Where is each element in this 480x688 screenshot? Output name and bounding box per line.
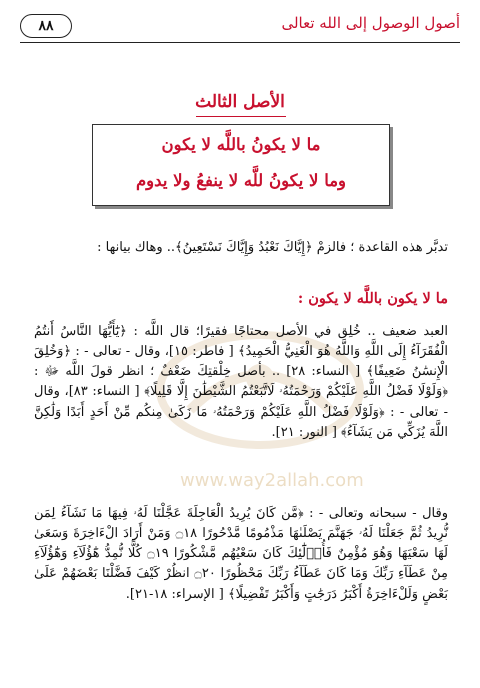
page-number: ٨٨ bbox=[20, 14, 72, 38]
body-paragraph-1: العبد ضعيف .. خُلِق في الأصل محتاجًا فقيرًا؛ قال اللَّه : ﴿يَٰٓأَيُّهَا النَّاسُ أَنتُمُ الْفُقَرَآءُ إِلَى اللَّهِ وَاللَّهُ هُوَ الْغَنِيُّ الْحَمِيدُ﴾ [ فاطر: ١٥]، وقال - تعالى - : ﴿وَخُلِقَ الْإِنسَٰنُ ضَعِيفًا﴾ [ النساء: ٢٨] .. بأصل خِلْقتِكَ ضَعْفٌ ؛ انظر قولَ اللَّه ﷻ : ﴿وَلَوْلَا فَضْلُ اللَّهِ عَلَيْكُمْ وَرَحْمَتُهُۥ لَاتَّبَعْتُمُ الشَّيْطَٰنَ إِلَّا قَلِيلًا﴾ [ النساء: ٨٣]، وقال - تعالى - : ﴿وَلَوْلَا فَضْلُ اللَّهِ عَلَيْكُمْ وَرَحْمَتُهُۥ مَا زَكَىٰ مِنكُم مِّنْ أَحَدٍ أَبَدًا وَلَٰكِنَّ اللَّهَ يُزَكِّي مَن يَشَآءُ﴾ [ النور: ٢١]. bbox=[34, 324, 448, 440]
principle-line-1: ما لا يكونُ باللَّه لا يكون bbox=[161, 135, 321, 154]
header-divider bbox=[20, 42, 460, 43]
body-paragraph-2: وقال - سبحانه وتعالى - : ﴿مَّن كَانَ يُرِيدُ الْعَاجِلَةَ عَجَّلْنَا لَهُۥ فِيهَا مَا نَشَآءُ لِمَن نُّرِيدُ ثُمَّ جَعَلْنَا لَهُۥ جَهَنَّمَ يَصْلَىٰهَا مَذْمُومًا مَّدْحُورًا ۝١٨ وَمَنْ أَرَادَ الْءَاخِرَةَ وَسَعَىٰ لَهَا سَعْيَهَا وَهُوَ مُؤْمِنٌ فَأُو۟لَٰٓئِكَ كَانَ سَعْيُهُم مَّشْكُورًا ۝١٩ كُلًّا نُّمِدُّ هَٰٓؤُلَآءِ وَهَٰٓؤُلَآءِ مِنْ عَطَآءِ رَبِّكَ وَمَا كَانَ عَطَآءُ رَبِّكَ مَحْظُورًا ۝٢٠ انظُرْ كَيْفَ فَضَّلْنَا بَعْضَهُمْ عَلَىٰ بَعْضٍ وَلَلْءَاخِرَةُ أَكْبَرُ دَرَجَٰتٍ وَأَكْبَرُ تَفْضِيلًا﴾ [ الإسراء: ١٨-٢١]. bbox=[34, 506, 448, 602]
heading-underline bbox=[196, 116, 286, 117]
running-title: أصول الوصول إلى الله تعالى bbox=[281, 14, 460, 32]
principle-line-2: وما لا يكونُ للَّه لا ينفعُ ولا يدوم bbox=[135, 171, 347, 190]
section-heading: الأصل الثالث bbox=[195, 92, 285, 112]
sub-heading: ما لا يكون باللَّه لا يكون : bbox=[297, 290, 448, 307]
page-header bbox=[20, 14, 460, 40]
principle-box bbox=[92, 124, 390, 206]
watermark-url: www.way2allah.com bbox=[180, 470, 364, 491]
intro-paragraph: تدبَّر هذه القاعدة ؛ فالزمْ ﴿إِيَّاكَ نَعْبُدُ وَإِيَّاكَ نَسْتَعِينُ﴾.. وهاك بيانها : bbox=[97, 240, 448, 255]
